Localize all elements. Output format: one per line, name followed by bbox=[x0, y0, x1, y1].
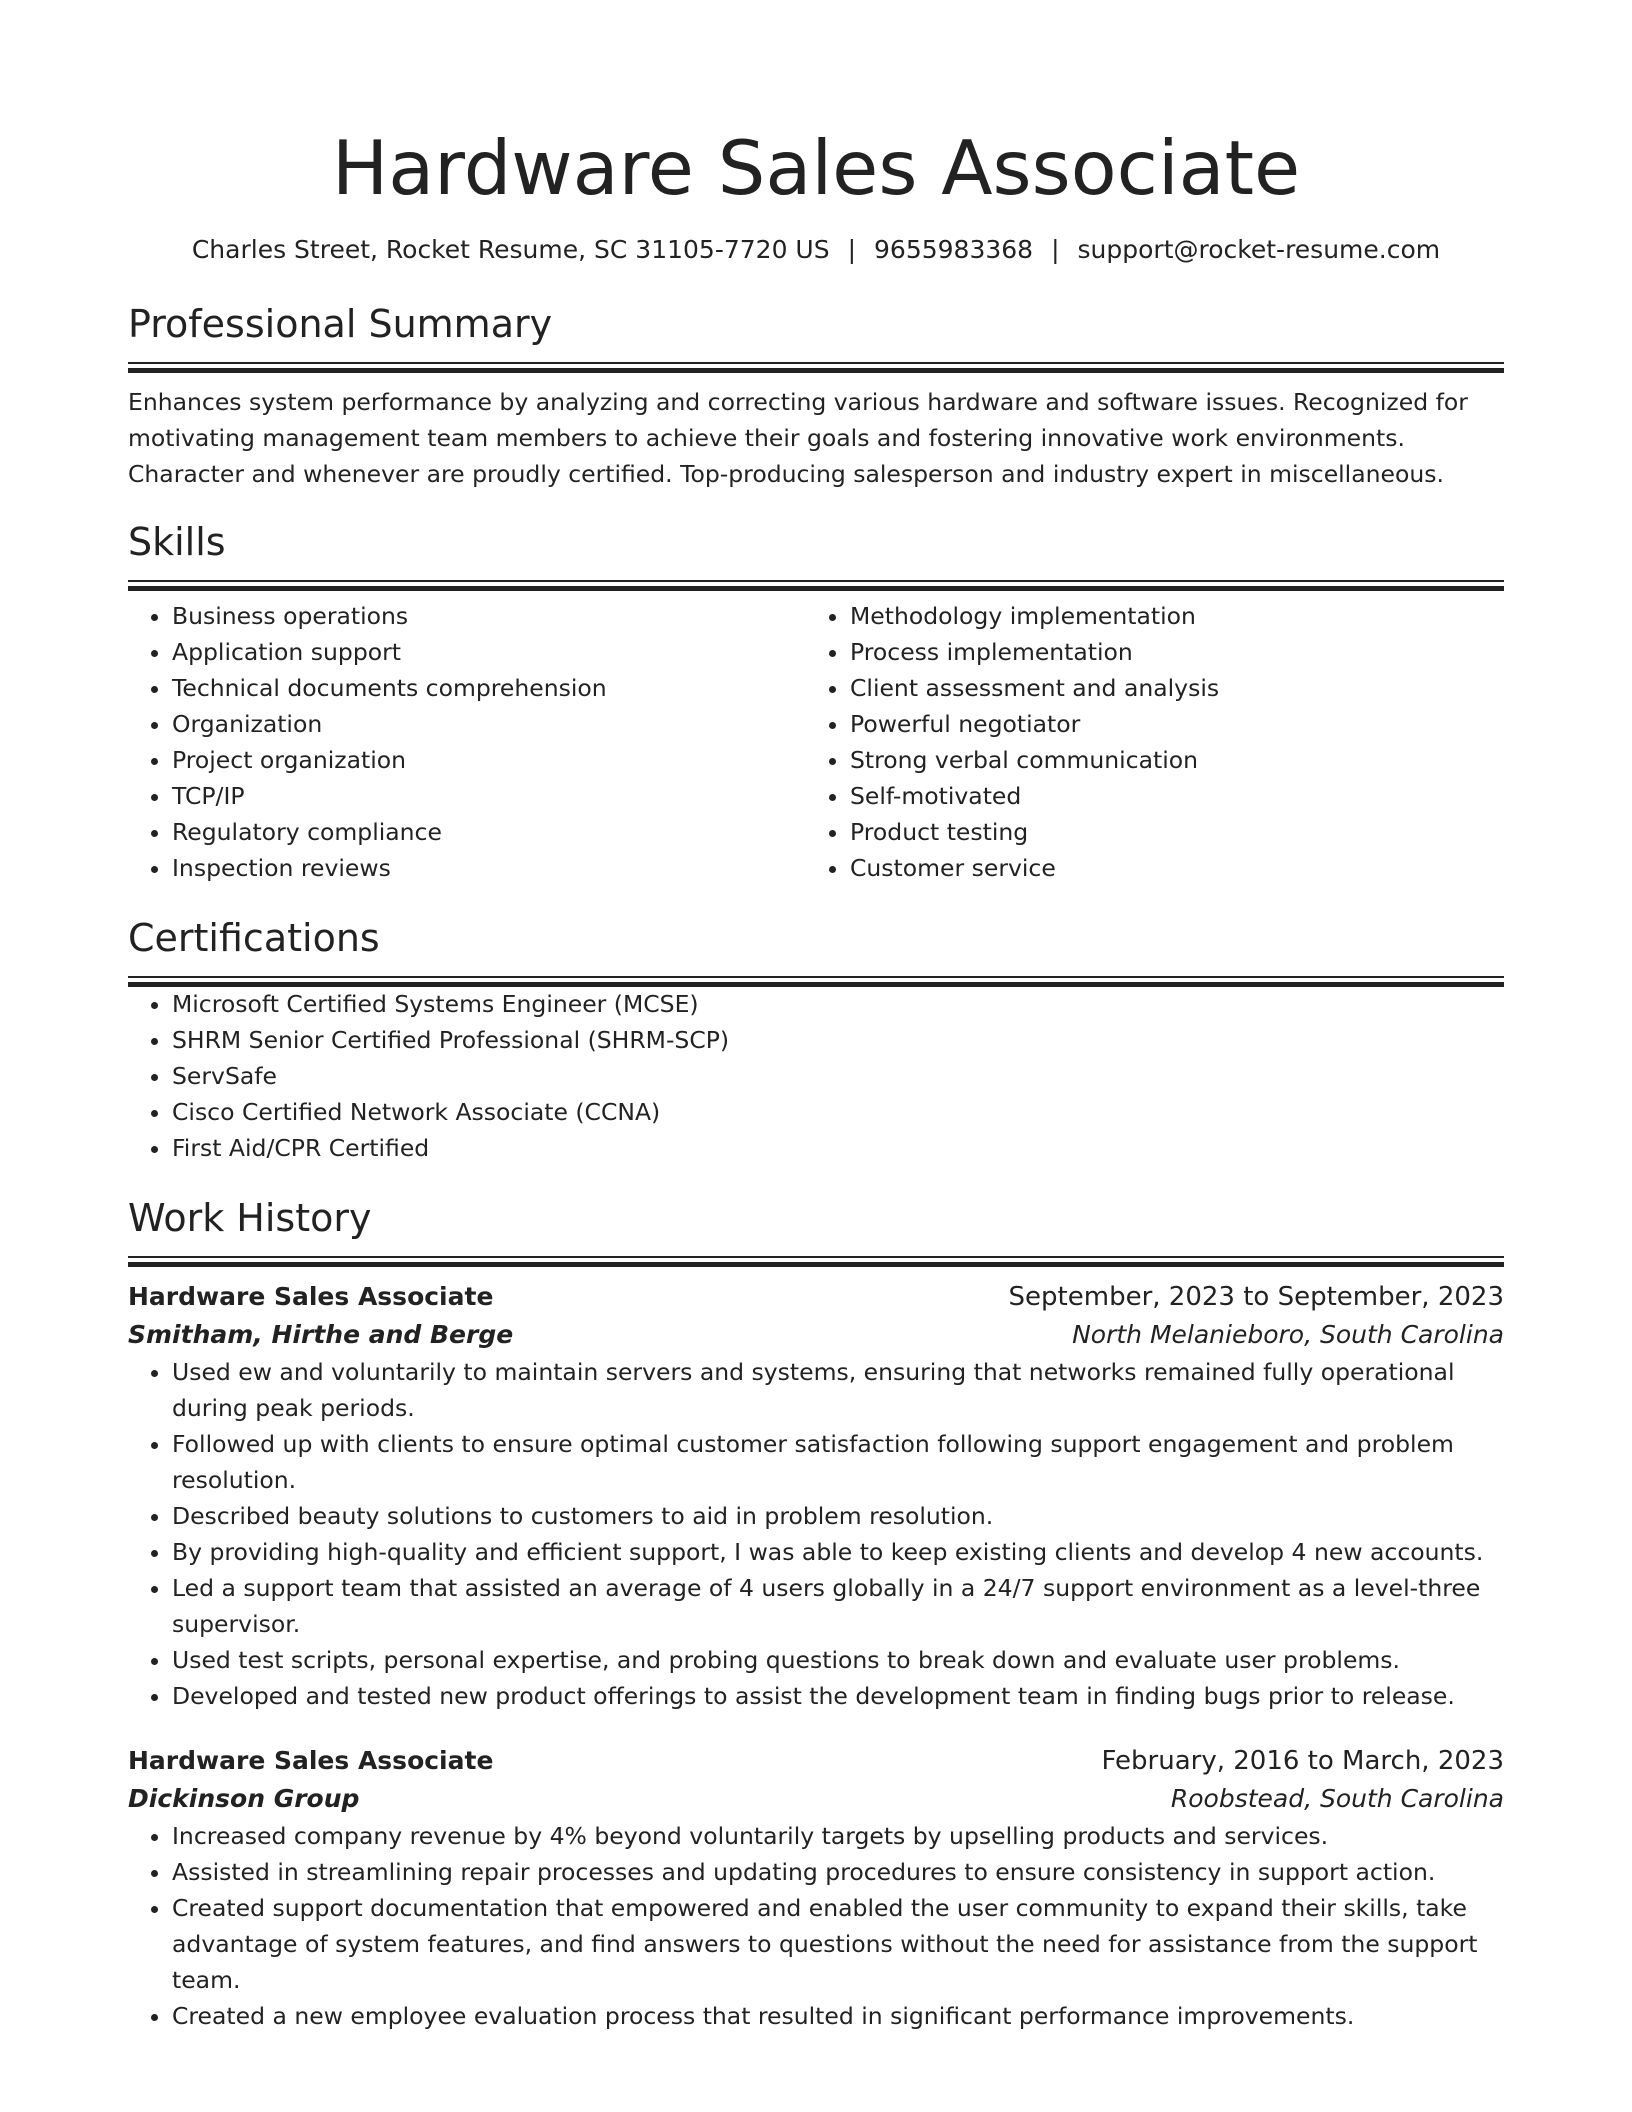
skill-item: • Powerful negotiator bbox=[850, 706, 1484, 742]
job-bullet: • Used ew and voluntarily to maintain servers and systems, ensuring that networks remained fully operational during peak periods. bbox=[172, 1354, 1504, 1426]
contact-line bbox=[128, 234, 1504, 266]
job-company: Smitham, Hirthe and Berge bbox=[128, 1320, 514, 1349]
section-title-certifications: Certifications bbox=[128, 916, 380, 960]
contact-separator: | bbox=[847, 235, 857, 264]
skill-item: • Inspection reviews bbox=[172, 850, 806, 886]
job-location: North Melanieboro, South Carolina bbox=[1072, 1320, 1504, 1349]
contact-separator: | bbox=[1051, 235, 1060, 264]
skill-item: • Application support bbox=[172, 634, 806, 670]
job-company: Dickinson Group bbox=[128, 1784, 360, 1813]
job-bullet: • Increased company revenue by 4% beyond voluntarily targets by upselling products and services. bbox=[172, 1818, 1504, 1854]
job-company-row bbox=[128, 1316, 1504, 1354]
certification-item: • Cisco Certified Network Associate (CCNA) bbox=[172, 1094, 1504, 1130]
skill-item: • Organization bbox=[172, 706, 806, 742]
skill-item: • Regulatory compliance bbox=[172, 814, 806, 850]
skill-item: • TCP/IP bbox=[172, 778, 806, 814]
job-dates: September, 2023 to September, 2023 bbox=[1008, 1282, 1504, 1312]
summary-section bbox=[128, 300, 1504, 492]
section-divider bbox=[128, 580, 1504, 590]
section-title-skills: Skills bbox=[128, 520, 226, 564]
skill-item: • Product testing bbox=[850, 814, 1484, 850]
job-bullet: • Followed up with clients to ensure optimal customer satisfaction following support engagement and problem resolution. bbox=[172, 1426, 1504, 1498]
skills-column-left bbox=[128, 598, 806, 886]
section-title-work-history: Work History bbox=[128, 1196, 372, 1240]
job-title: Hardware Sales Associate bbox=[128, 1746, 494, 1775]
job-bullet: • Created support documentation that empowered and enabled the user community to expand their skills, take advantage of system features, and find answers to questions without the need for assistance from the support team. bbox=[172, 1890, 1504, 1998]
certifications-section bbox=[128, 914, 1504, 1166]
job-entry bbox=[128, 1278, 1504, 1714]
certification-item: • ServSafe bbox=[172, 1058, 1504, 1094]
job-bullet-list bbox=[128, 1354, 1504, 1714]
skills-list-right bbox=[806, 598, 1484, 886]
job-bullet: • Developed and tested new product offerings to assist the development team in finding bugs prior to release. bbox=[172, 1678, 1504, 1714]
resume-page bbox=[128, 0, 1504, 2034]
work-history-section bbox=[128, 1194, 1504, 2034]
section-title-summary: Professional Summary bbox=[128, 302, 553, 346]
skill-item: • Technical documents comprehension bbox=[172, 670, 806, 706]
skill-item: • Project organization bbox=[172, 742, 806, 778]
job-bullet: • By providing high-quality and efficient support, I was able to keep existing clients and develop 4 new accounts. bbox=[172, 1534, 1504, 1570]
job-bullet: • Used test scripts, personal expertise, and probing questions to break down and evaluate user problems. bbox=[172, 1642, 1504, 1678]
job-entry bbox=[128, 1742, 1504, 2034]
skills-section bbox=[128, 518, 1504, 886]
job-bullet: • Created a new employee evaluation process that resulted in significant performance improvements. bbox=[172, 1998, 1504, 2034]
skill-item: • Self-motivated bbox=[850, 778, 1484, 814]
contact-address: Charles Street, Rocket Resume, SC 31105-7720 US bbox=[191, 235, 830, 264]
skills-list-left bbox=[128, 598, 806, 886]
resume-name: Hardware Sales Associate bbox=[331, 124, 1301, 212]
job-bullet-list bbox=[128, 1818, 1504, 2034]
contact-phone: 9655983368 bbox=[874, 235, 1034, 264]
summary-text: Enhances system performance by analyzing and correcting various hardware and software issues. Recognized for motivating management team members to achieve their goals and fostering innovative work environments. Character and whenever are proudly certified. Top-producing salesperson and industry expert in miscellaneous. bbox=[128, 388, 1468, 488]
section-divider bbox=[128, 1256, 1504, 1266]
skill-item: • Business operations bbox=[172, 598, 806, 634]
skill-item: • Strong verbal communication bbox=[850, 742, 1484, 778]
job-bullet: • Described beauty solutions to customers to aid in problem resolution. bbox=[172, 1498, 1504, 1534]
job-company-row bbox=[128, 1780, 1504, 1818]
skills-grid bbox=[128, 598, 1504, 886]
skill-item: • Client assessment and analysis bbox=[850, 670, 1484, 706]
certifications-list bbox=[128, 986, 1504, 1166]
job-header-row bbox=[128, 1278, 1504, 1316]
contact-email[interactable]: support@rocket-resume.com bbox=[1077, 235, 1441, 264]
job-title: Hardware Sales Associate bbox=[128, 1282, 494, 1311]
skills-column-right bbox=[806, 598, 1484, 886]
skill-item: • Methodology implementation bbox=[850, 598, 1484, 634]
job-dates: February, 2016 to March, 2023 bbox=[1101, 1746, 1504, 1776]
section-divider bbox=[128, 976, 1504, 986]
section-divider bbox=[128, 362, 1504, 372]
job-header-row bbox=[128, 1742, 1504, 1780]
jobs-container bbox=[128, 1278, 1504, 2034]
certification-item: • Microsoft Certified Systems Engineer (MCSE) bbox=[172, 986, 1504, 1022]
certification-item: • SHRM Senior Certified Professional (SHRM-SCP) bbox=[172, 1022, 1504, 1058]
job-bullet: • Assisted in streamlining repair processes and updating procedures to ensure consistency in support action. bbox=[172, 1854, 1504, 1890]
job-bullet: • Led a support team that assisted an average of 4 users globally in a 24/7 support environment as a level-three supervisor. bbox=[172, 1570, 1504, 1642]
certification-item: • First Aid/CPR Certified bbox=[172, 1130, 1504, 1166]
job-location: Roobstead, South Carolina bbox=[1170, 1784, 1504, 1813]
skill-item: • Process implementation bbox=[850, 634, 1484, 670]
skill-item: • Customer service bbox=[850, 850, 1484, 886]
